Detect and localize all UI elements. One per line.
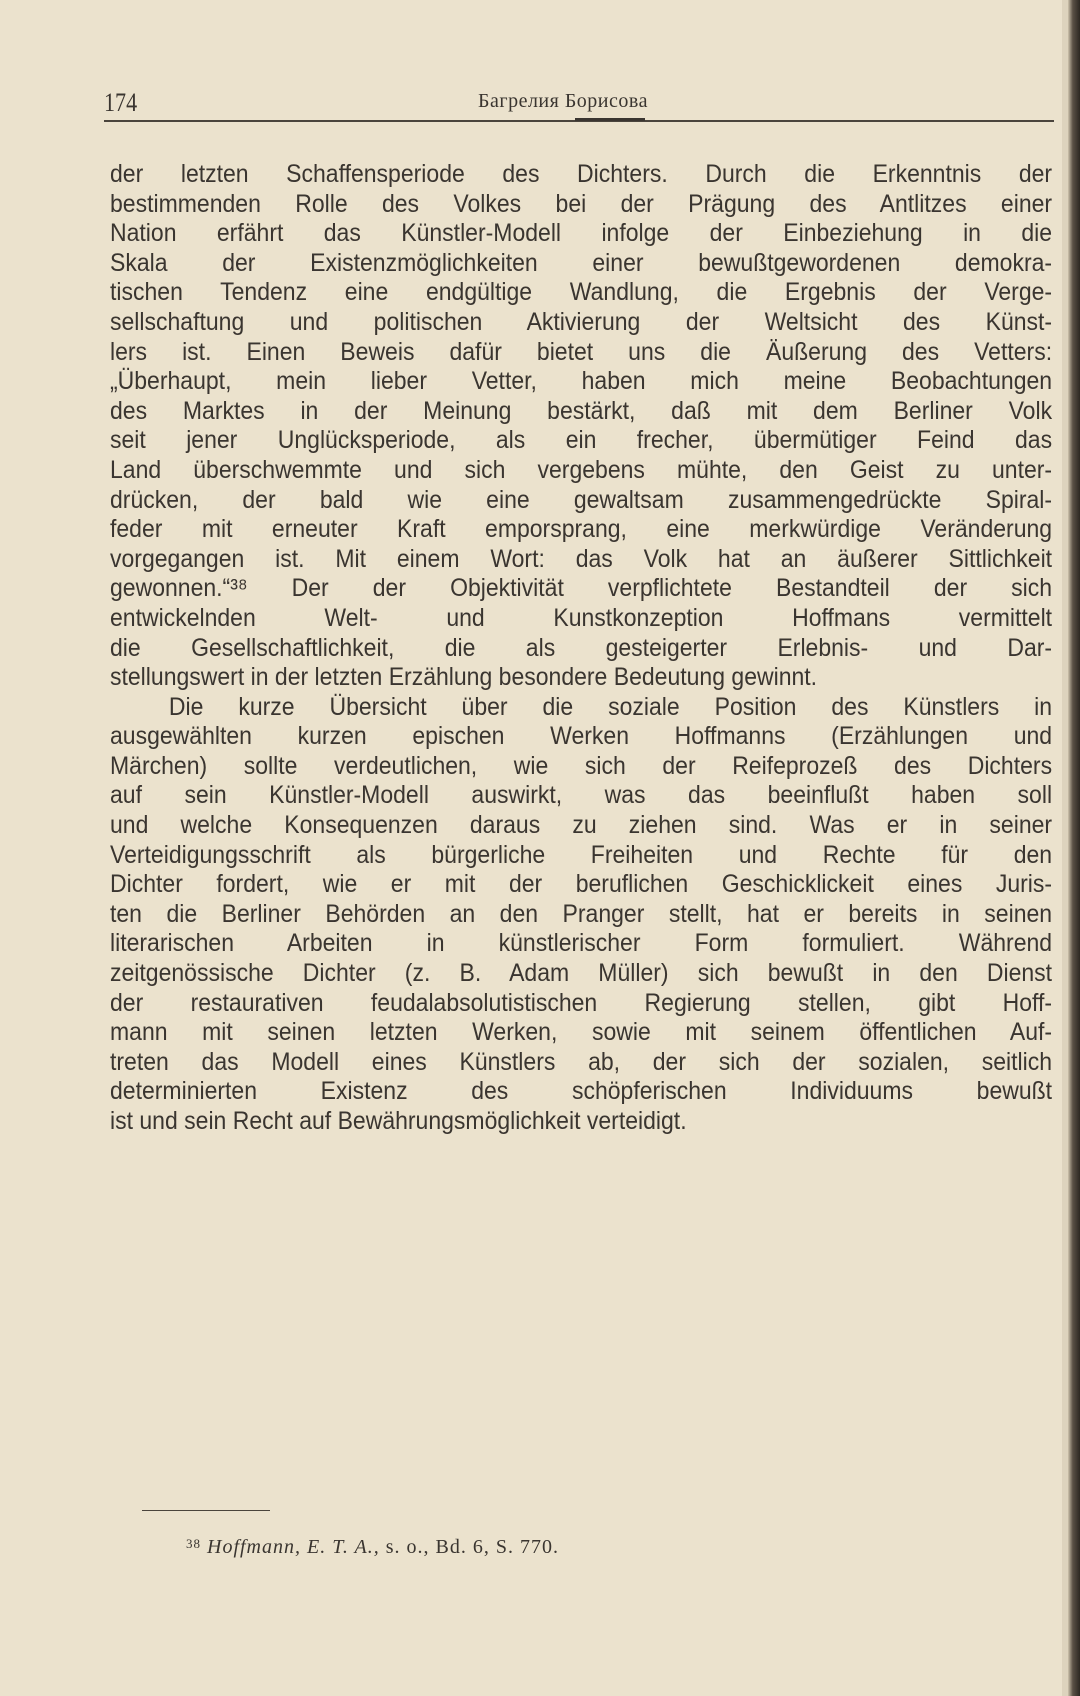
- text-line: entwickelnden Welt- und Kunstkonzeption Hoffmans vermittelt: [110, 603, 1053, 632]
- text-line: seit jener Unglücksperiode, als ein frecher, übermütiger Feind das: [110, 426, 1053, 455]
- footnote-reference: s. o., Bd. 6, S. 770.: [385, 1536, 559, 1558]
- footnote-author: Hoffmann, E. T. A.,: [207, 1536, 380, 1558]
- text-line: ten die Berliner Behörden an den Pranger stellt, hat er bereits in seinen: [110, 899, 1053, 928]
- text-line: gewonnen.“³⁸ Der der Objektivität verpflichtete Bestandteil der sich: [110, 574, 1053, 603]
- text-line: treten das Modell eines Künstlers ab, der sich der sozialen, seitlich: [110, 1047, 1053, 1076]
- book-spine-edge: [1068, 0, 1080, 1696]
- text-line: lers ist. Einen Beweis dafür bietet uns die Äußerung des Vetters:: [110, 337, 1053, 366]
- body-text: [110, 160, 1052, 1137]
- text-line: ausgewählten kurzen epischen Werken Hoffmanns (Erzählungen und: [110, 722, 1053, 751]
- footnote-rule: [142, 1510, 270, 1511]
- text-line: Skala der Existenzmöglichkeiten einer bewußtgewordenen demokra-: [110, 248, 1053, 277]
- text-line: „Überhaupt, mein lieber Vetter, haben mich meine Beobachtungen: [110, 367, 1053, 396]
- text-line: Märchen) sollte verdeutlichen, wie sich der Reifeprozeß des Dichters: [110, 751, 1053, 780]
- text-line: sellschaftung und politischen Aktivierung der Weltsicht des Künst-: [110, 307, 1053, 336]
- page-number: 174: [104, 88, 138, 117]
- text-line: die Gesellschaftlichkeit, die als gesteigerter Erlebnis- und Dar-: [110, 633, 1053, 662]
- text-line: zeitgenössische Dichter (z. B. Adam Müller) sich bewußt in den Dienst: [110, 959, 1053, 988]
- text-line: Dichter fordert, wie er mit der beruflichen Geschicklickeit eines Juris-: [110, 870, 1053, 899]
- footnote-number: 38: [186, 1536, 201, 1551]
- text-line: Verteidigungsschrift als bürgerliche Freiheiten und Rechte für den: [110, 840, 1053, 869]
- text-line: auf sein Künstler-Modell auswirkt, was das beeinflußt haben soll: [110, 781, 1053, 810]
- text-line: Die kurze Übersicht über die soziale Position des Künstlers in: [168, 692, 1053, 721]
- text-line: Nation erfährt das Künstler-Modell infolge der Einbeziehung in die: [110, 219, 1053, 248]
- text-line: der letzten Schaffensperiode des Dichters. Durch die Erkenntnis der: [110, 160, 1053, 188]
- running-title: Багрелия Борисова: [478, 90, 648, 112]
- text-line: literarischen Arbeiten in künstlerischer Form formuliert. Während: [110, 929, 1053, 958]
- text-line: des Marktes in der Meinung bestärkt, daß mit dem Berliner Volk: [110, 396, 1053, 425]
- text-line: der restaurativen feudalabsolutistischen Regierung stellen, gibt Hoff-: [110, 988, 1053, 1017]
- text-line: vorgegangen ist. Mit einem Wort: das Volk hat an äußerer Sittlichkeit: [110, 544, 1053, 573]
- header-rule-ornament: [575, 118, 645, 121]
- text-line: mann mit seinen letzten Werken, sowie mit seinem öffentlichen Auf-: [110, 1018, 1053, 1047]
- footnote: [186, 1536, 559, 1559]
- text-line: Land überschwemmte und sich vergebens mühte, den Geist zu unter-: [110, 455, 1053, 484]
- text-line: drücken, der bald wie eine gewaltsam zusammengedrückte Spiral-: [110, 485, 1053, 514]
- text-line: tischen Tendenz eine endgültige Wandlung, die Ergebnis der Verge-: [110, 278, 1053, 307]
- text-line: und welche Konsequenzen daraus zu ziehen sind. Was er in seiner: [110, 811, 1053, 840]
- text-line: feder mit erneuter Kraft emporsprang, eine merkwürdige Veränderung: [110, 515, 1053, 544]
- text-line: stellungswert in der letzten Erzählung besondere Bedeutung gewinnt.: [110, 663, 818, 692]
- text-line: ist und sein Recht auf Bewährungsmöglichkeit verteidigt.: [110, 1107, 687, 1135]
- text-line: bestimmenden Rolle des Volkes bei der Prägung des Antlitzes einer: [110, 189, 1053, 218]
- text-line: determinierten Existenz des schöpferischen Individuums bewußt: [110, 1077, 1053, 1106]
